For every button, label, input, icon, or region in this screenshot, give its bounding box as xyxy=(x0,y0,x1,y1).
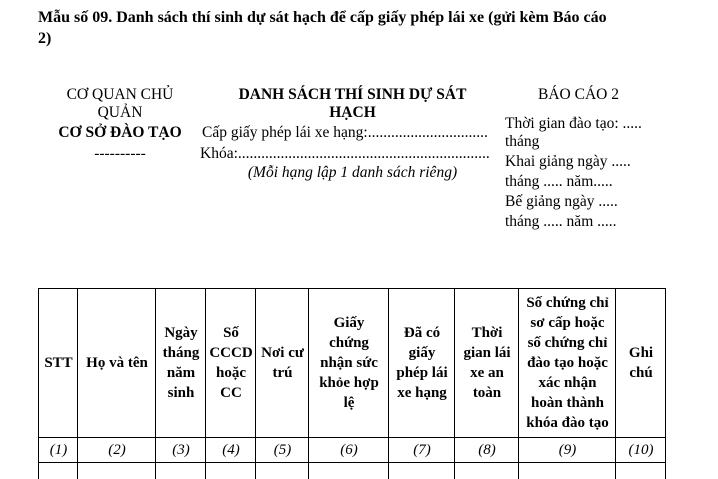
training-duration-unit: tháng xyxy=(505,133,540,150)
table-header-text: Nơi cư xyxy=(261,345,304,361)
course-dots: ................................................................. xyxy=(237,145,490,162)
table-header-text: gian lái xyxy=(463,345,511,361)
table-header-id-number xyxy=(206,289,256,437)
column-number-certificate-number: (9) xyxy=(558,441,577,458)
report-title: BÁO CÁO 2 xyxy=(538,86,619,103)
table-header-text: xe an xyxy=(470,365,504,381)
opening-date: Khai giảng ngày ..... xyxy=(505,153,631,170)
column-number-health-certificate: (6) xyxy=(340,441,358,458)
table-header-text: năm xyxy=(166,365,196,381)
table-header-text: xác nhận xyxy=(538,375,597,391)
table-header-text: xe hạng xyxy=(397,385,447,401)
agency-line1: CƠ QUAN CHỦ xyxy=(66,86,174,103)
list-title-line1: DANH SÁCH THÍ SINH DỰ SÁT xyxy=(238,86,467,103)
course-label: Khóa: xyxy=(200,145,238,162)
table-header-text: Số chứng chỉ xyxy=(526,295,609,311)
table-header-text: khóa đào tạo xyxy=(526,415,609,431)
license-class-field xyxy=(202,124,488,142)
license-class-label: Cấp giấy phép lái xe hạng: xyxy=(202,124,368,141)
table-header-text: nhận sức xyxy=(320,355,378,371)
column-number-residence: (5) xyxy=(273,441,292,458)
column-number-notes: (10) xyxy=(628,441,654,458)
table-header-text: giấy xyxy=(408,345,436,361)
table-header-text: chứng xyxy=(329,335,369,351)
table-header-text: Thời xyxy=(471,325,503,341)
table-header-text: lệ xyxy=(343,395,355,411)
table-header-text: sinh xyxy=(167,385,195,401)
table-header-text: Số xyxy=(223,325,239,341)
table-header-text: hoàn thành xyxy=(531,395,604,411)
agency-divider: ---------- xyxy=(94,145,146,162)
table-header-text: tháng xyxy=(162,345,200,361)
table-header-text: đào tạo hoặc xyxy=(527,355,608,371)
table-header-text: hoặc xyxy=(216,365,246,381)
closing-date: Bế giảng ngày ..... xyxy=(505,193,618,210)
table-header-text: Ghi xyxy=(628,345,654,361)
closing-date-rest: tháng ..... năm ..... xyxy=(505,213,617,230)
form-heading-line2: 2) xyxy=(38,30,52,47)
table-header-text: Đã có xyxy=(403,325,441,341)
table-header-notes xyxy=(616,289,666,437)
table-header-residence xyxy=(256,289,309,437)
table-header-text: trú xyxy=(272,365,293,381)
column-number-safe-driving-time: (8) xyxy=(478,441,496,458)
table-header-text: CCCD xyxy=(209,345,253,361)
table-header-text: Ngày xyxy=(164,325,198,341)
column-number-stt: (1) xyxy=(49,441,68,458)
table-header-text: CC xyxy=(220,385,242,401)
table-header-text: Giấy xyxy=(333,315,365,331)
training-duration: Thời gian đào tạo: ..... xyxy=(505,115,642,132)
table-header-text: sơ cấp hoặc xyxy=(530,315,605,331)
table-header-text: khỏe hợp xyxy=(319,375,379,391)
table-header-text: số chứng chỉ xyxy=(527,335,608,351)
table-row-divider xyxy=(39,437,666,438)
column-number-id-number: (4) xyxy=(222,441,240,458)
table-header-existing-license xyxy=(389,289,455,437)
agency-line2: QUẢN xyxy=(97,104,143,121)
column-number-existing-license: (7) xyxy=(413,441,431,458)
table-header-safe-driving-time xyxy=(455,289,519,437)
column-number-full-name: (2) xyxy=(108,441,126,458)
table-row-divider xyxy=(39,462,666,463)
license-class-dots: ............................... xyxy=(367,124,488,141)
table-header-stt xyxy=(39,289,78,437)
list-title-line2: HẠCH xyxy=(329,104,376,121)
table-header-certificate-number xyxy=(519,289,616,437)
table-header-text: chú xyxy=(629,365,653,381)
form-heading-line1: Mẫu số 09. Danh sách thí sinh dự sát hạch để cấp giấy phép lái xe (gửi kèm Báo cáo xyxy=(38,9,607,26)
table-header-text: STT xyxy=(44,355,73,371)
table-header-text: phép lái xyxy=(396,365,448,381)
column-number-birth-date: (3) xyxy=(172,441,190,458)
candidate-table xyxy=(38,288,666,479)
course-field xyxy=(200,145,505,163)
table-header-full-name xyxy=(78,289,156,437)
per-class-note: (Mỗi hạng lập 1 danh sách riêng) xyxy=(247,164,458,181)
table-header-health-certificate xyxy=(309,289,389,437)
table-header-text: toàn xyxy=(472,385,502,401)
table-header-birth-date xyxy=(156,289,206,437)
opening-date-rest: tháng ..... năm..... xyxy=(505,173,613,190)
training-facility: CƠ SỞ ĐÀO TẠO xyxy=(58,124,182,141)
table-header-text: Họ và tên xyxy=(86,355,148,371)
